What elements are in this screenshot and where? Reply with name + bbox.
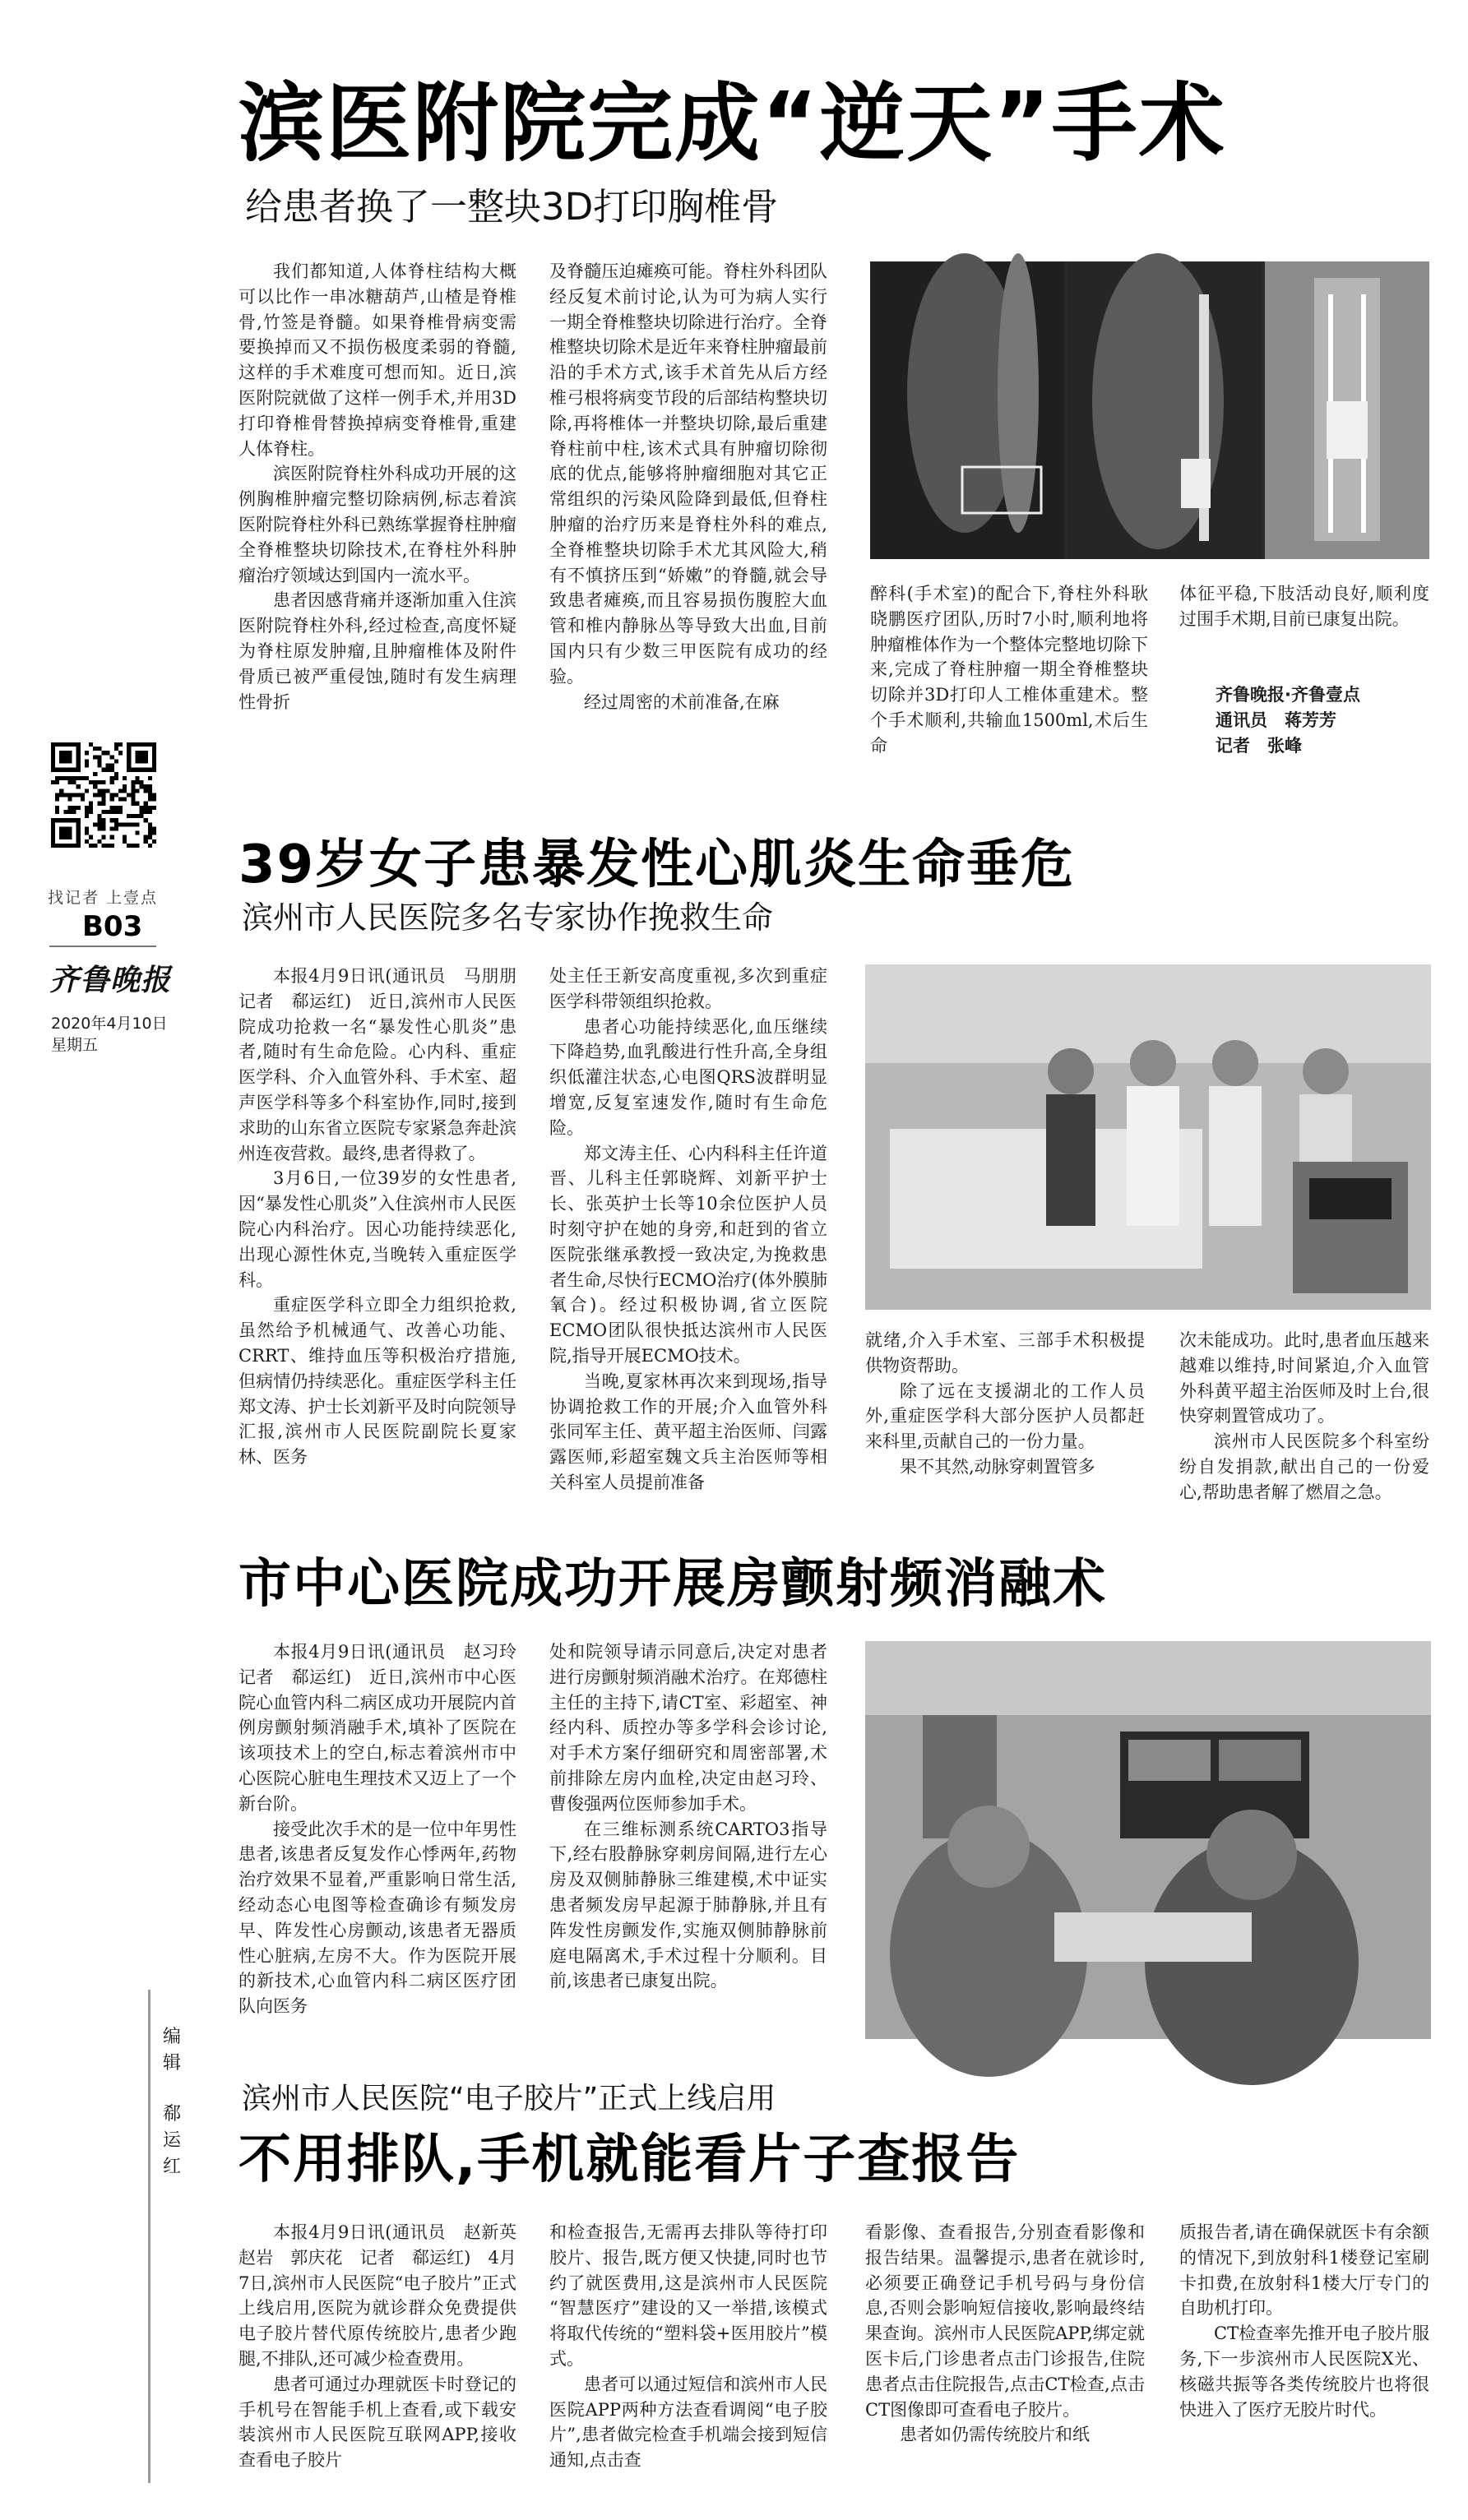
paragraph: 本报4月9日讯(通讯员 赵新英 赵岩 郭庆花 记者 郗运红) 4月7日,滨州市人民医院“电子胶片”正式上线启用,医院为就诊群众免费提供电子胶片替代原传统胶片,患者少跑腿,不排队,还可减少检查费用。 (238, 2222, 534, 2369)
article1-col2 (549, 259, 827, 762)
article1-headline: 滨医附院完成“逆天”手术 (238, 73, 1226, 173)
paragraph: 和检查报告,无需再去排队等待打印胶片、报告,既方便又快捷,同时也节约了就医费用,这是滨州市人民医院“智慧医疗”建设的又一举措,该模式将取代传统的“塑料袋+医用胶片”模式。 (549, 2222, 827, 2369)
paragraph: CT检查率先推开电子胶片服务,下一步滨州市人民医院X光、核磁共振等各类传统胶片也将很快进入了医疗无胶片时代。 (1179, 2323, 1429, 2420)
article2-col2 (549, 964, 827, 1502)
paragraph: 滨医附院脊柱外科成功开展的这例胸椎肿瘤完整切除病例,标志着滨医附院脊柱外科已熟练掌握脊柱肿瘤全脊椎整块切除技术,在脊柱外科肿瘤治疗领域达到国内一流水平。 (238, 464, 516, 585)
paragraph: 处和院领导请示同意后,决定对患者进行房颤射频消融术治疗。在郑德柱主任的主持下,请CT室、彩超室、神经内科、质控办等多学科会诊讨论,对手术方案仔细研究和周密部署,术前排除左房内血栓,决定由赵习玲、曹俊强两位医师参加手术。 (549, 1642, 827, 1814)
paragraph: 本报4月9日讯(通讯员 赵习玲 记者 郗运红) 近日,滨州市中心医院心血管内科二病区成功开展院内首例房颤射频消融手术,填补了医院在该项技术上的空白,标志着滨州市中心医院心脏电生理技术又迈上了一个新台阶。 (238, 1642, 534, 1814)
byline-line: 通讯员 蒋芳芳 (1216, 710, 1336, 730)
paragraph: 滨州市人民医院多个科室纷纷自发捐款,献出自己的一份爱心,帮助患者解了燃眉之急。 (1179, 1431, 1429, 1502)
paragraph: 看影像、查看报告,分别查看影像和报告结果。温馨提示,患者在就诊时,必须要正确登记手机号码与身份信息,否则会影响短信接收,影响最终结果查询。滨州市人民医院APP,绑定就医卡后,门诊患者点击门诊报告,住院患者点击住院报告,点击CT检查,点击CT图像即可查看电子胶片。 (865, 2222, 1145, 2420)
paragraph: 患者可通过办理就医卡时登记的手机号在智能手机上查看,或下载安装滨州市人民医院互联网APP,接收查看电子胶片 (238, 2374, 516, 2471)
article2-col1 (238, 964, 534, 1502)
article4-col2 (549, 2220, 827, 2504)
issue-weekday: 星期五 (51, 1036, 99, 1054)
paragraph: 处主任王新安高度重视,多次到重症医学科带领组织抢救。 (549, 966, 827, 1011)
paragraph: 除了远在支援湖北的工作人员外,重症医学科大部分医护人员都赶来科里,贡献自己的一份力量。 (865, 1380, 1145, 1452)
article1-byline (1216, 682, 1360, 759)
article3-headline: 市中心医院成功开展房颤射频消融术 (238, 1554, 1107, 1615)
paragraph: 就绪,介入手术室、三部手术积极提供物资帮助。 (865, 1330, 1145, 1376)
paragraph: 重症医学科立即全力组织抢救,虽然给予机械通气、改善心功能、CRRT、维持血压等积极治疗措施,但病情仍持续恶化。重症医学科主任郑文涛、护士长刘新平及时向院领导汇报,滨州市人民医院副院长夏家林、医务 (238, 1295, 516, 1468)
page-number: B03 (82, 910, 143, 943)
paragraph: 我们都知道,人体脊柱结构大概可以比作一串冰糖葫芦,山楂是脊椎骨,竹签是脊髓。如果脊椎骨病变需要换掉而又不损伤极度柔弱的脊髓,这样的手术难度可想而知。近日,滨医附院就做了这样一例手术,并用3D打印脊椎骨替换掉病变脊椎骨,重建人体脊柱。 (238, 261, 516, 459)
article4-kicker: 滨州市人民医院“电子胶片”正式上线启用 (242, 2082, 776, 2115)
newspaper-logo: 齐鲁晚报 (49, 963, 172, 997)
qr-caption: 找记者 上壹点 (48, 889, 159, 907)
article2-col4 (1179, 1328, 1429, 1502)
article3-col1 (238, 1639, 534, 2042)
sidebar-divider (49, 946, 156, 947)
editor-name: 郗运红 (163, 2104, 182, 2177)
paragraph: 郑文涛主任、心内科科主任许道晋、儿科主任郭晓辉、刘新平护士长、张英护士长等10余位医护人员时刻守护在她的身旁,和赶到的省立医院张继承教授一致决定,为挽救患者生命,尽快行ECMO治疗(体外膜肺氧合)。经过积极协调,省立医院ECMO团队很快抵达滨州市人民医院,指导开展ECMO技术。 (549, 1143, 827, 1366)
paragraph: 患者如仍需传统胶片和纸 (900, 2425, 1090, 2445)
paragraph: 在三维标测系统CARTO3指导下,经右股静脉穿刺房间隔,进行左心房及双侧肺静脉三维建模,术中证实患者频发房早起源于肺静脉,并且有阵发性房颤发作,实施双侧肺静脉前庭电隔离术,手术过程十分顺利。目前,该患者已康复出院。 (549, 1819, 827, 1991)
paragraph: 当晚,夏家林再次来到现场,指导协调抢救工作的开展;介入血管外科张同军主任、黄平超主治医师、闫露露医师,彩超室魏文兵主治医师等相关科室人员提前准备 (549, 1371, 827, 1492)
paragraph: 次未能成功。此时,患者血压越来越难以维持,时间紧迫,介入血管外科黄平超主治医师及时上台,很快穿刺置管成功了。 (1179, 1330, 1429, 1426)
sidebar-vertical-rule (148, 1990, 151, 2483)
paragraph: 患者可以通过短信和滨州市人民医院APP两种方法查看调阅“电子胶片”,患者做完检查手机端会接到短信通知,点击查 (549, 2374, 827, 2471)
article1-col1 (238, 259, 516, 762)
paragraph: 3月6日,一位39岁的女性患者,因“暴发性心肌炎”入住滨州市人民医院心内科治疗。因心功能持续恶化,出现心源性休克,当晚转入重症医学科。 (238, 1168, 516, 1290)
article4-headline: 不用排队,手机就能看片子查报告 (238, 2129, 1021, 2190)
paragraph: 患者因感背痛并逐渐加重入住滨医附院脊柱外科,经过检查,高度怀疑为脊柱原发肿瘤,且肿瘤椎体及附件骨质已被严重侵蚀,随时有发生病理性骨折 (238, 590, 516, 712)
article4-col1 (238, 2220, 534, 2504)
article1-col4 (1179, 581, 1429, 664)
paragraph: 体征平稳,下肢活动良好,顺利度过围手术期,目前已康复出院。 (1179, 584, 1429, 629)
article1-col3 (870, 581, 1148, 762)
editor-label: 编辑 (163, 2027, 182, 2074)
paragraph: 经过周密的术前准备,在麻 (584, 691, 780, 712)
paragraph: 本报4月9日讯(通讯员 马朋朋 记者 郗运红) 近日,滨州市人民医院成功抢救一名“暴发性心肌炎”患者,随时有生命危险。心内科、重症医学科、介入血管外科、手术室、超声医学科等多个科室协作,同时,接到求助的山东省立医院专家紧急奔赴滨州连夜营救。最终,患者得救了。 (238, 966, 534, 1163)
article2-headline: 39岁女子患暴发性心肌炎生命垂危 (238, 835, 1076, 895)
article4-col4 (1179, 2220, 1429, 2504)
article1-subhead: 给患者换了一整块3D打印胸椎骨 (245, 185, 779, 229)
paragraph: 质报告者,请在确保就医卡有余额的情况下,到放射科1楼登记室刷卡扣费,在放射科1楼大厅专门的自助机打印。 (1179, 2222, 1429, 2319)
paragraph: 醉科(手术室)的配合下,脊柱外科耿晓鹏医疗团队,历时7小时,顺利地将肿瘤椎体作为一个整体完整地切除下来,完成了脊柱肿瘤一期全脊椎整块切除并3D打印人工椎体重建术。整个手术顺利,共输血1500ml,术后生命 (870, 584, 1148, 756)
byline-line: 记者 张峰 (1216, 736, 1302, 756)
issue-date: 2020年4月10日 (51, 1015, 168, 1033)
paragraph: 及脊髓压迫瘫痪可能。脊柱外科团队经反复术前讨论,认为可为病人实行一期全脊椎整块切除进行治疗。全脊椎整块切除术是近年来脊柱肿瘤最前沿的手术方式,该手术首先从后方经椎弓根将病变节段的后部结构整块切除,再将椎体一并整块切除,最后重建脊柱前中柱,该术式具有肿瘤切除彻底的优点,能够将肿瘤细胞对其它正常组织的污染风险降到最低,但脊柱肿瘤的治疗历来是脊柱外科的难点,全脊椎整块切除手术尤其风险大,稍有不慎挤压到“娇嫩”的脊髓,就会导致患者瘫痪,而且容易损伤腹腔大血管和椎内静脉丛等导致大出血,目前国内只有少数三甲医院有成功的经验。 (549, 261, 827, 687)
article3-col2 (549, 1639, 827, 2042)
byline-line: 齐鲁晚报·齐鲁壹点 (1216, 685, 1360, 705)
article2-col3 (865, 1328, 1145, 1502)
icu-team-photo (865, 964, 1431, 1310)
paragraph: 接受此次手术的是一位中年男性患者,该患者反复发作心悸两年,药物治疗效果不显着,严重影响日常生活,经动态心电图等检查确诊有频发房早、阵发性心房颤动,该患者无器质性心脏病,左房不大。作为医院开展的新技术,心血管内科二病区医疗团队向医务 (238, 1819, 516, 2017)
article2-subhead: 滨州市人民医院多名专家协作挽救生命 (242, 899, 774, 936)
article4-col3 (865, 2220, 1145, 2504)
spine-ct-image (870, 261, 1429, 559)
paragraph: 患者心功能持续恶化,血压继续下降趋势,血乳酸进行性升高,全身组织低灌注状态,心电图QRS波群明显增宽,反复室速发作,随时有生命危险。 (549, 1016, 827, 1138)
cath-lab-photo (865, 1641, 1431, 2039)
paragraph: 果不其然,动脉穿刺置管多 (900, 1456, 1095, 1477)
qr-code[interactable] (51, 742, 156, 848)
